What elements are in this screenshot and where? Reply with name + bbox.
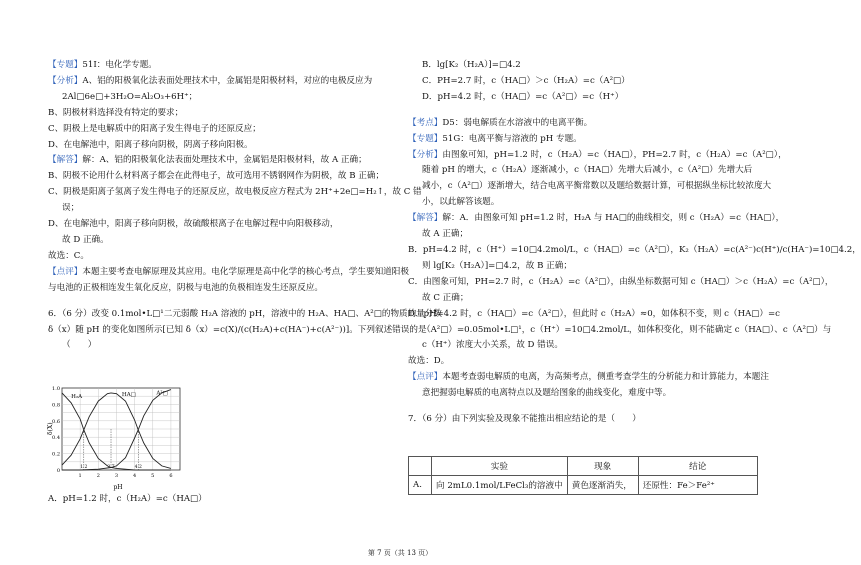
text-line — [408, 106, 758, 116]
line-text: 6．（6 分）改变 0.1mol•L□¹二元弱酸 H₂A 溶液的 pH，溶液中的 H₂A、HA□、A²□的物质的量分数 — [48, 308, 443, 319]
left-column — [48, 58, 443, 354]
line-text: 本题主要考查电解原理及其应用。电化学原理是高中化学的核心考点，学生要知道阳极 — [82, 266, 409, 277]
y-tick-label: 0.2 — [52, 451, 60, 458]
line-text: D．pH=4.2 时，c（HA□）=c（A²□）=c（H⁺） — [422, 91, 624, 102]
line-text: δ（x）随 pH 的变化如图所示[已知 δ（x）=c(X)/(c(H₂A)+c(HA⁻)+c(A²⁻))]。下列叙述错误的是 — [48, 324, 427, 335]
text-line — [408, 307, 780, 323]
line-text: D．pH=4.2 时，c（HA□）=c（A²□），但此时 c（H₂A）≈0，如体积不变，则 c（HA□）=c — [408, 308, 780, 319]
table-row — [409, 476, 758, 495]
line-text: （A²□）=0.05mol•L□¹，c（H⁺）=10□4.2mol/L，如体积变化，则不能确定 c（HA□）、c（A²□）与 — [422, 324, 832, 335]
series-label: HA□ — [121, 392, 136, 399]
y-tick-label: 0.4 — [52, 435, 60, 442]
table-cell: 黄色逐渐消失， — [567, 476, 638, 495]
line-text: （ ） — [62, 340, 97, 351]
text-line — [48, 122, 398, 138]
line-text: 故选：D。 — [408, 356, 450, 367]
line-text: C．由图象可知，PH=2.7 时，c（H₂A）=c（A²□），由纵坐标数据可知 c（HA□）＞c（H₂A）=c（A²□）， — [408, 276, 834, 287]
header-cell: 实验 — [432, 457, 568, 476]
table-header-row — [409, 457, 758, 476]
text-line — [48, 201, 398, 217]
text-line — [408, 195, 758, 211]
text-line — [48, 307, 443, 323]
line-text: 随着 pH 的增大，c（H₂A）逐渐减小，c（HA□）先增大后减小，c（A²□）先增大后 — [422, 165, 753, 176]
line-text: 小，以此解答该题。 — [422, 197, 500, 208]
line-text: D5：弱电解质在水溶液中的电离平衡。 — [442, 117, 593, 128]
table-cell: 向 2mL0.1mol/LFeCl₃的溶液中 — [432, 476, 568, 495]
header-cell — [409, 457, 432, 476]
y-axis-label: δ(X) — [47, 422, 54, 435]
text-line — [48, 281, 398, 297]
line-text: 解：A．由图象可知 pH=1.2 时，H₂A 与 HA□的曲线相交，则 c（H₂A）=c（HA□）， — [442, 213, 785, 224]
line-text: 51G：电离平衡与溶液的 pH 专题。 — [442, 133, 582, 144]
option-a: A．pH=1.2 时，c（H₂A）=c（HA□） — [48, 494, 207, 504]
text-line — [408, 338, 758, 354]
line-text: 意把握弱电解质的电离特点以及题给图象的曲线变化，难度中等。 — [422, 388, 672, 399]
line-text: 2Al□6e□+3H₂O=Al₂O₃+6H⁺； — [62, 91, 198, 102]
y-tick-label: 1.0 — [52, 386, 60, 392]
line-text: C．PH=2.7 时，c（HA□）＞c（H₂A）=c（A²□） — [422, 75, 630, 86]
text-line — [408, 323, 832, 339]
x-tick-label: 2 — [96, 473, 100, 479]
section-tag: 【点评】 — [48, 266, 83, 277]
text-line — [408, 402, 758, 412]
page-footer: 第 7 页（共 13 页） — [367, 549, 433, 557]
text-line — [48, 106, 398, 122]
section-tag: 【考点】 — [408, 117, 443, 128]
x-tick-label: 4 — [133, 473, 137, 479]
text-line — [408, 90, 758, 106]
table-cell: A. — [409, 476, 432, 495]
section-tag: 【解答】 — [408, 213, 443, 224]
x-axis-label: pH — [113, 484, 123, 491]
line-text: B．pH=4.2 时，c（H⁺）=10□4.2mol/L，c（HA□）=c（A²□），K₂（H₂A）=c(A²⁻)c(H⁺)/c(HA⁻)=10□4.2， — [408, 244, 861, 255]
text-line — [48, 323, 427, 339]
line-text: 减小，c（A²□）逐渐增大，结合电离平衡常数以及题给数据计算，可根据纵坐标比较浓度大 — [422, 181, 772, 192]
text-line — [48, 185, 422, 201]
text-line — [48, 217, 398, 233]
text-line — [48, 74, 398, 90]
y-tick-label: 0 — [56, 468, 60, 474]
text-line — [408, 243, 861, 259]
section-tag: 【专题】 — [408, 133, 443, 144]
text-line — [48, 297, 398, 307]
line-text: 误； — [62, 203, 80, 214]
section-tag: 【专题】 — [48, 60, 83, 70]
line-text: 故 D 正确。 — [62, 234, 109, 245]
line-text: 51I：电化学专题。 — [82, 60, 157, 70]
line-text: 解：A、铝的阳极氧化法表面处理技术中，金属铝是阳极材料，故 A 正确； — [82, 155, 367, 166]
crossing-label: 2.7 — [107, 465, 115, 470]
line-text: D、在电解池中，阳离子移向阴极，阴离子移向阳极。 — [48, 139, 253, 150]
text-line — [408, 275, 834, 291]
text-line — [408, 163, 758, 179]
text-line — [48, 90, 398, 106]
header-cell: 现象 — [567, 457, 638, 476]
crossing-label: 4.2 — [134, 465, 142, 470]
section-tag: 【分析】 — [48, 75, 83, 86]
text-line — [48, 338, 398, 354]
line-text: 由图象可知，pH=1.2 时，c（H₂A）=c（HA□），PH=2.7 时，c（H₂A）=c（A²□）， — [442, 149, 787, 160]
text-line — [48, 233, 398, 249]
text-line — [408, 74, 758, 90]
line-text: c（H⁺）浓度大小关系，故 D 错误。 — [422, 340, 563, 351]
line-text: D、在电解池中，阳离子移向阴极，故硫酸根离子在电解过程中向阳极移动， — [48, 219, 339, 230]
x-tick-label: 5 — [151, 473, 155, 479]
series-label: H₂A — [71, 393, 83, 400]
text-line — [408, 132, 758, 148]
line-text: 与电池的正极相连发生氧化反应，阴极与电池的负极相连发生还原反应。 — [48, 282, 324, 293]
line-text: 7．（6 分）由下列实验及现象不能推出相应结论的是（ ） — [408, 414, 641, 425]
y-tick-label: 0.6 — [52, 418, 60, 425]
text-line — [48, 58, 398, 74]
section-tag: 【分析】 — [408, 149, 443, 160]
text-line — [48, 265, 409, 281]
line-text: C、阴极是阳离子氢离子发生得电子的还原反应，故电极反应方程式为 2H⁺+2e□=H₂↑，故 C 错 — [48, 187, 422, 198]
header-cell: 结论 — [638, 457, 757, 476]
text-line — [408, 227, 758, 243]
x-tick-label: 1 — [78, 473, 82, 479]
line-text: 本题考查弱电解质的电离，为高频考点，侧重考查学生的分析能力和计算能力，本题注 — [442, 372, 769, 383]
text-line — [48, 138, 398, 154]
text-line — [408, 370, 769, 386]
table-cell: 还原性：Fe＞Fe²⁺ — [638, 476, 757, 495]
text-line — [408, 259, 758, 275]
series-label: A²□ — [156, 390, 168, 397]
text-line — [408, 412, 758, 428]
line-text: C、阴极上是电解质中的阳离子发生得电子的还原反应； — [48, 123, 261, 134]
text-line — [408, 211, 785, 227]
text-line — [408, 354, 758, 370]
section-tag: 【解答】 — [48, 155, 83, 166]
text-line — [408, 291, 758, 307]
text-line — [408, 58, 758, 74]
line-text: B、阴极不论用什么材料离子都会在此得电子，故可选用不锈钢网作为阴极，故 B 正确； — [48, 171, 385, 182]
line-text: 则 lg[K₂（H₂A）]=□4.2，故 B 正确； — [422, 260, 572, 271]
y-tick-label: 0.8 — [52, 402, 60, 409]
distribution-chart — [48, 380, 188, 490]
line-text: 故 A 正确； — [422, 229, 469, 240]
text-line — [48, 249, 398, 265]
x-tick-label: 3 — [114, 473, 119, 479]
section-tag: 【点评】 — [408, 372, 443, 383]
text-line — [48, 169, 398, 185]
text-line — [408, 386, 758, 402]
right-column — [408, 58, 861, 428]
line-text: B、阴极材料选择没有特定的要求； — [48, 107, 184, 118]
crossing-label: 1.2 — [80, 465, 88, 470]
text-line — [48, 153, 398, 169]
experiment-table — [408, 456, 758, 495]
line-text: 故 C 正确； — [422, 292, 469, 303]
text-line — [408, 148, 787, 164]
x-tick-label: 6 — [169, 473, 173, 479]
line-text: 故选：C。 — [48, 250, 89, 261]
text-line — [408, 179, 772, 195]
line-text: A、铝的阳极氧化法表面处理技术中，金属铝是阳极材料，对应的电极反应为 — [82, 75, 373, 86]
text-line — [408, 116, 758, 132]
line-text: B．lg[K₂（H₂A）]=□4.2 — [422, 60, 521, 70]
